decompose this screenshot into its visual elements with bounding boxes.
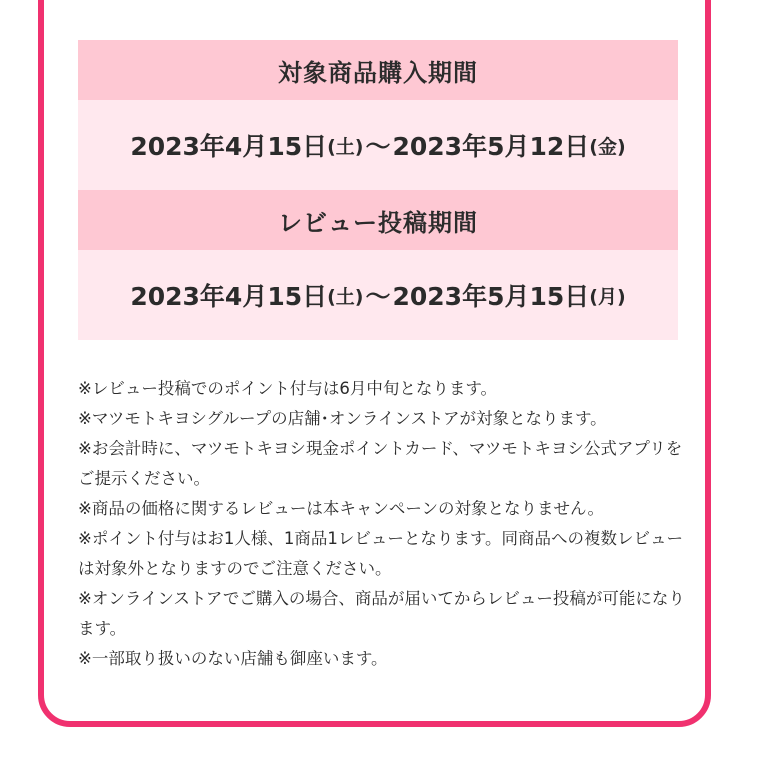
purchase-period-end: 2023年5月12日 bbox=[392, 132, 590, 161]
note-item: ※マツモトキヨシグループの店舗･オンラインストアが対象となります。 bbox=[78, 409, 607, 428]
purchase-period-block bbox=[78, 40, 678, 190]
purchase-period-heading: 対象商品購入期間 bbox=[78, 40, 678, 100]
purchase-period-start-dow: (土) bbox=[327, 135, 364, 158]
review-period-block bbox=[78, 190, 678, 340]
purchase-period-start: 2023年4月15日 bbox=[130, 132, 328, 161]
note-item: ※一部取り扱いのない店舗も御座います。 bbox=[78, 649, 388, 668]
review-period-heading: レビュー投稿期間 bbox=[78, 190, 678, 250]
note-item: ※オンラインストアでご購入の場合、商品が届いてからレビュー投稿が可能になります。 bbox=[78, 589, 685, 638]
note-item: ※レビュー投稿でのポイント付与は6月中旬となります。 bbox=[78, 379, 498, 398]
review-period-start-dow: (土) bbox=[327, 285, 364, 308]
notes-list bbox=[78, 374, 688, 674]
review-period-end: 2023年5月15日 bbox=[392, 282, 590, 311]
note-item: ※お会計時に、マツモトキヨシ現金ポイントカード、マツモトキヨシ公式アプリをご提示ください。 bbox=[78, 439, 683, 488]
review-period-dates bbox=[78, 250, 678, 340]
note-item: ※商品の価格に関するレビューは本キャンペーンの対象となりません。 bbox=[78, 499, 604, 518]
note-item: ※ポイント付与はお1人様、1商品1レビューとなります。同商品への複数レビューは対象外となりますのでご注意ください。 bbox=[78, 529, 683, 578]
review-period-end-dow: (月) bbox=[589, 285, 626, 308]
purchase-period-dates bbox=[78, 100, 678, 190]
purchase-period-end-dow: (金) bbox=[589, 135, 626, 158]
purchase-period-separator: 〜 bbox=[365, 132, 391, 161]
review-period-separator: 〜 bbox=[365, 282, 391, 311]
review-period-start: 2023年4月15日 bbox=[130, 282, 328, 311]
